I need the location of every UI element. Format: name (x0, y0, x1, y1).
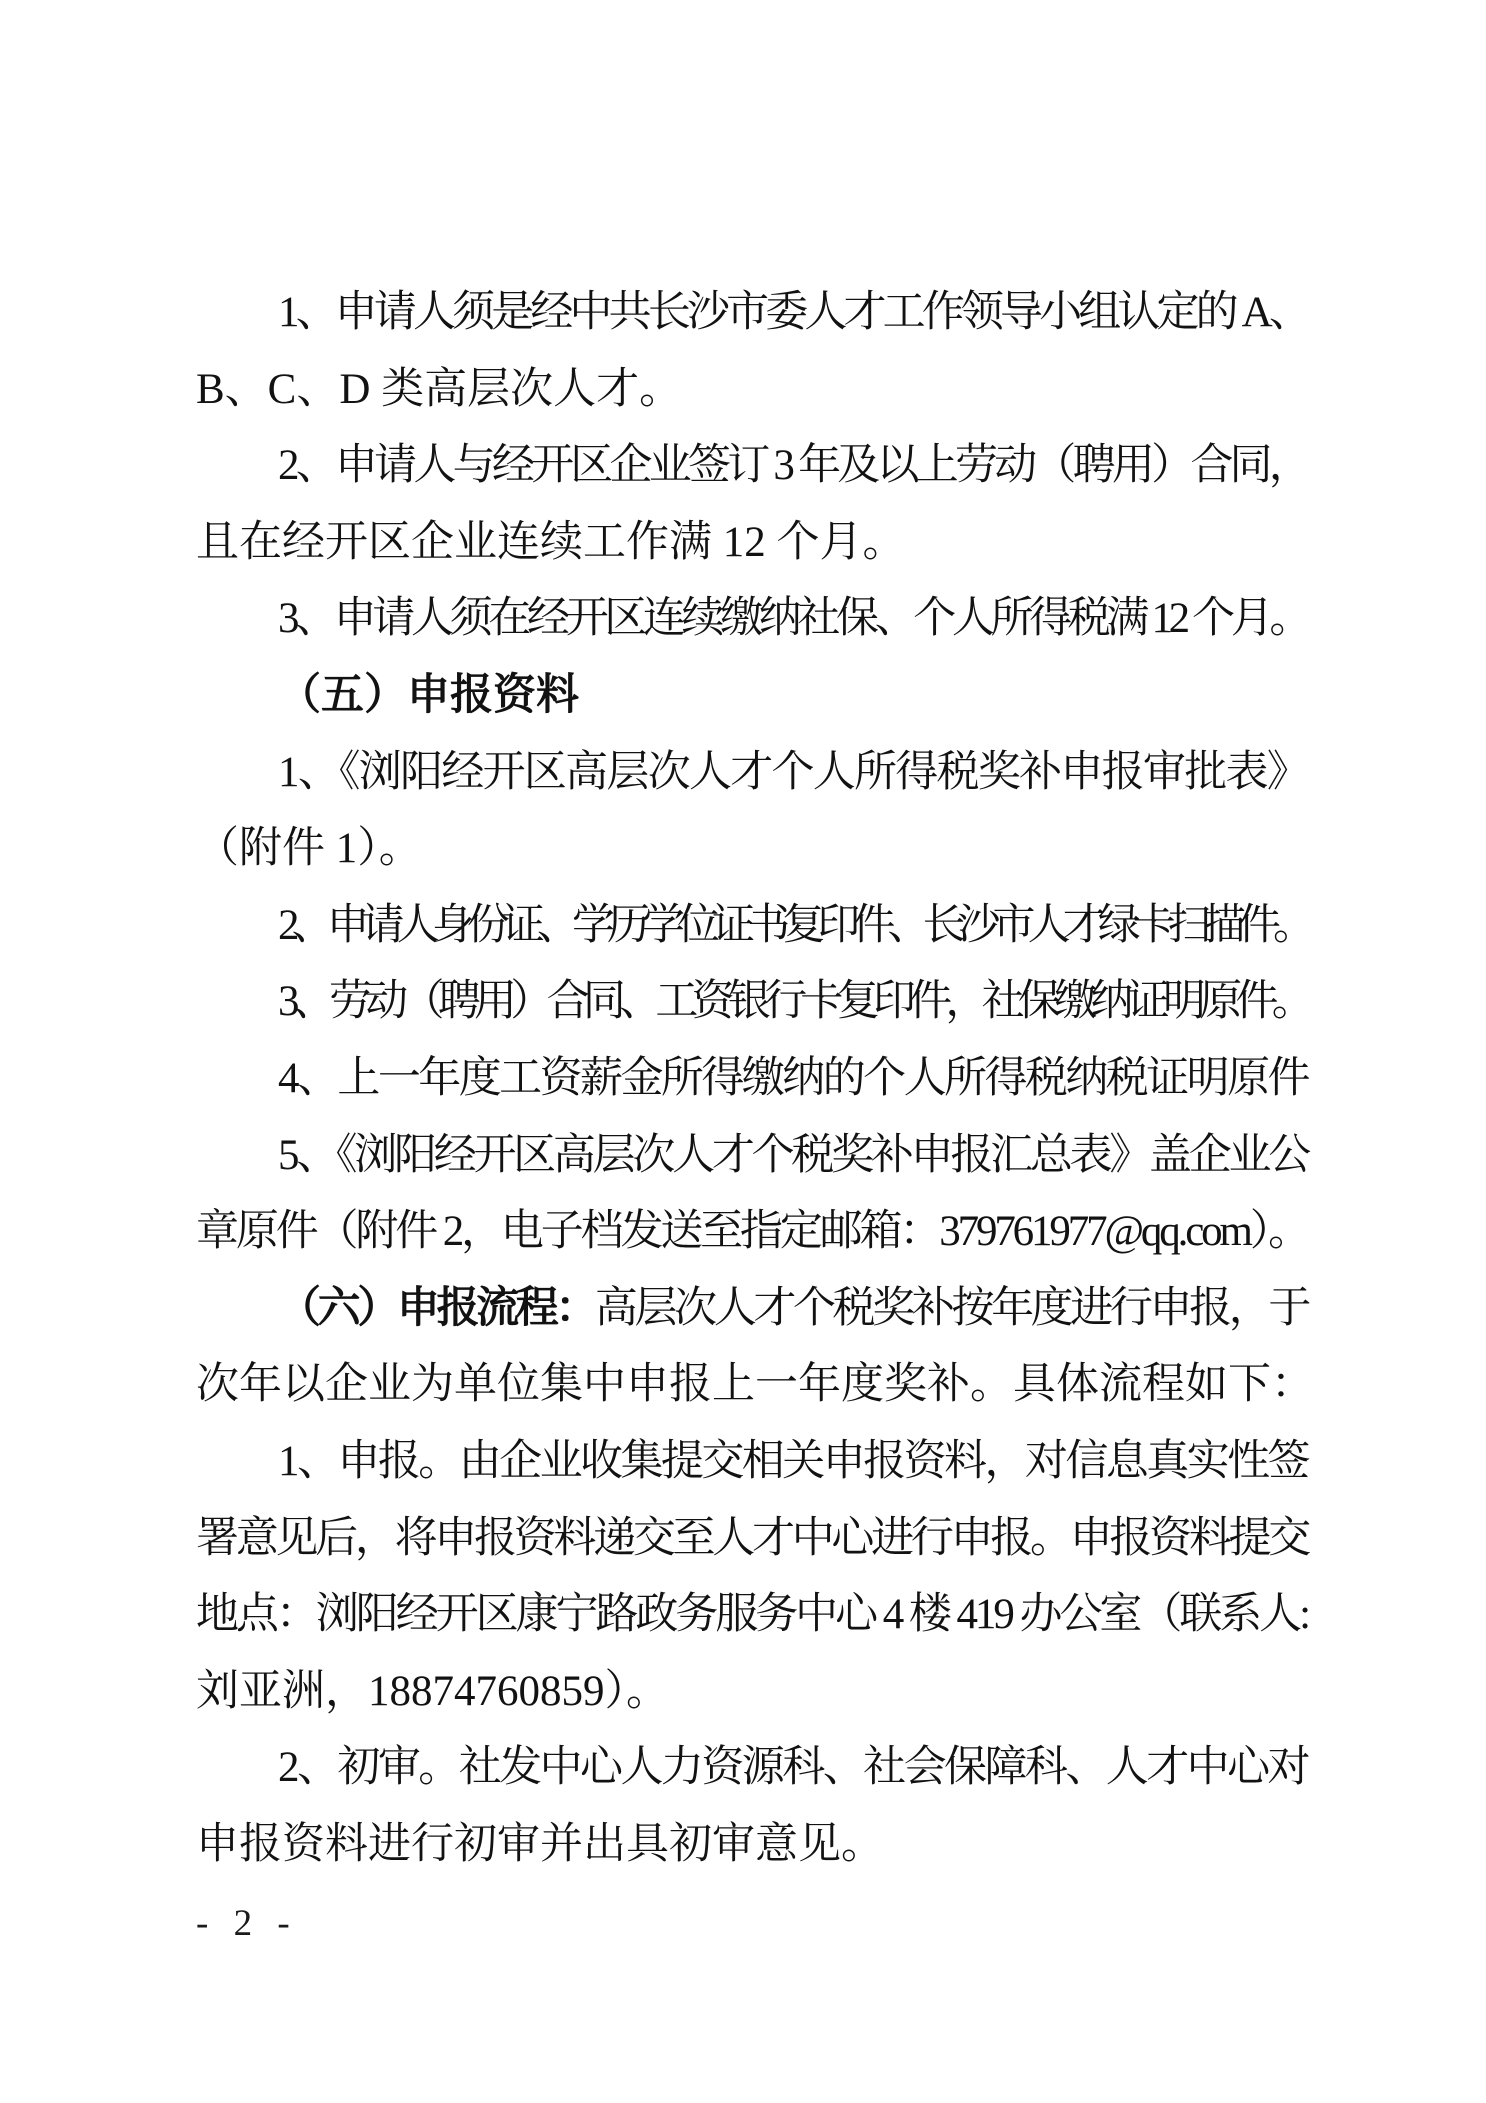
step-2-line-1: 2、初审。社发中心人力资源科、社会保障科、人才中心对 (278, 1744, 1308, 1792)
step-1-line-4: 刘亚洲，18874760859）。 (196, 1667, 669, 1715)
step-1-line-2: 署意见后，将申报资料递交至人才中心进行申报。申报资料提交 (196, 1514, 1308, 1562)
document-body (196, 275, 1314, 1883)
material-1-line-2: （附件 1）。 (196, 825, 422, 873)
requirement-3: 3、申请人须在经开区连续缴纳社保、个人所得税满 12 个月。 (278, 595, 1308, 643)
material-2: 2、申请人身份证、学历学位证书复印件、长沙市人才绿卡扫描件。 (278, 901, 1308, 949)
material-5-line-1: 5、《浏阳经开区高层次人才个税奖补申报汇总表》盖企业公 (278, 1131, 1308, 1179)
step-1-line-3: 地点：浏阳经开区康宁路政务服务中心 4 楼 419 办公室（联系人: (196, 1591, 1308, 1639)
material-5-line-2: 章原件（附件 2，电子档发送至指定邮箱：379761977@qq.com）。 (196, 1208, 1308, 1256)
requirement-2-line-1: 2、申请人与经开区企业签订 3 年及以上劳动（聘用）合同， (278, 442, 1308, 490)
step-2-line-2: 申报资料进行初审并出具初审意见。 (196, 1820, 884, 1868)
process-heading-label: （六）申报流程： (278, 1284, 595, 1332)
material-3: 3、劳动（聘用）合同、工资银行卡复印件，社保缴纳证明原件。 (278, 978, 1308, 1026)
section-heading-process-line-1 (278, 1271, 1308, 1348)
requirement-1-line-1: 1、申请人须是经中共长沙市委人才工作领导小组认定的 A、 (278, 289, 1308, 336)
page-footer (196, 1902, 298, 1946)
step-1-line-1: 1、申报。由企业收集提交相关申报资料，对信息真实性签 (278, 1437, 1308, 1485)
process-intro-line-2: 次年以企业为单位集中申报上一年度奖补。具体流程如下： (196, 1361, 1314, 1409)
requirement-2-line-2: 且在经开区企业连续工作满 12 个月。 (196, 518, 906, 566)
process-intro-line-1: 高层次人才个税奖补按年度进行申报，于 (594, 1284, 1308, 1332)
requirement-1-line-2: B、C、D 类高层次人才。 (196, 365, 683, 413)
material-4: 4、上一年度工资薪金所得缴纳的个人所得税纳税证明原件 (278, 1054, 1308, 1102)
page-number: - 2 - (196, 1903, 298, 1944)
material-1-line-1: 1、《浏阳经开区高层次人才个人所得税奖补申报审批表》 (278, 748, 1308, 796)
section-heading-materials: （五）申报资料 (278, 671, 579, 719)
